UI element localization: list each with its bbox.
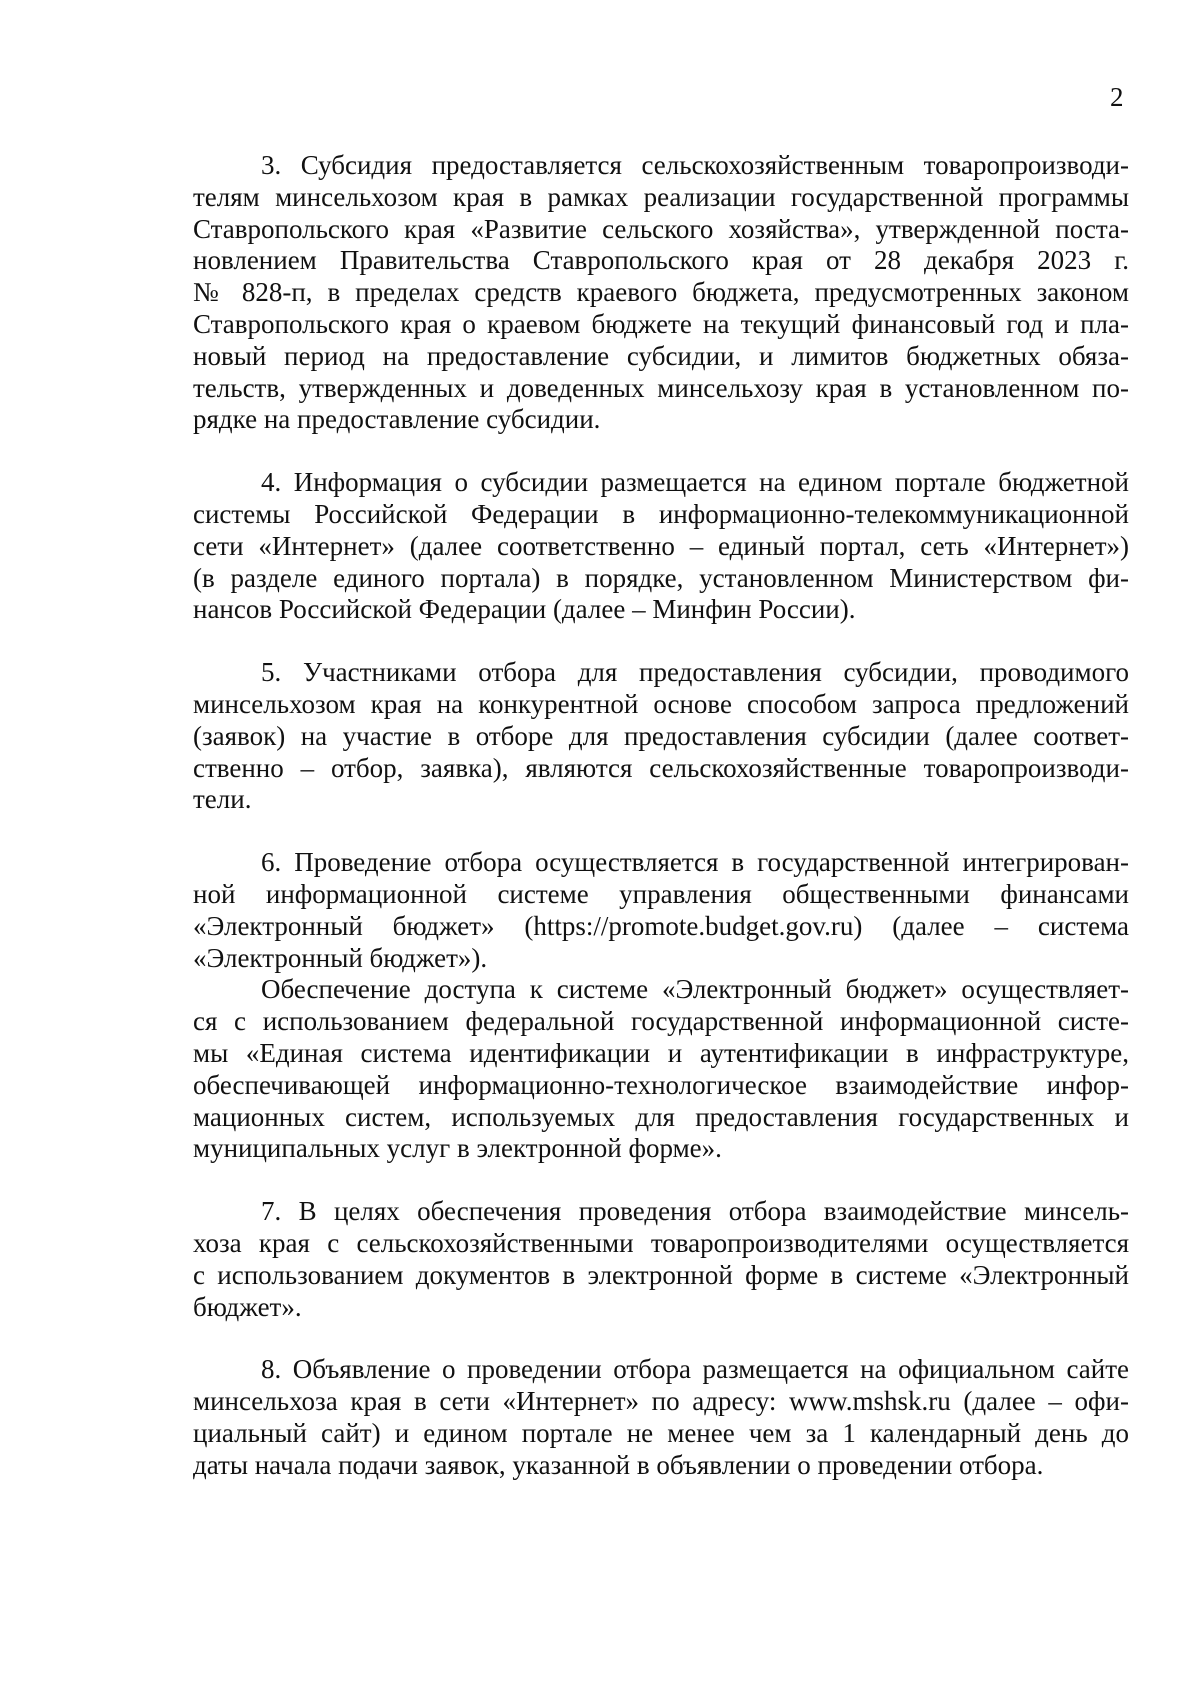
text-line: 7. В целях обеспечения проведения отбора взаимодействие минсель- [261,1196,1129,1227]
text-line: муниципальных услуг в электронной форме». [193,1133,722,1164]
text-line: 4. Информация о субсидии размещается на едином портале бюджетной [261,467,1129,498]
text-line: тельств, утвержденных и доведенных минсельхозу края в установленном по- [193,372,1129,403]
text-line: 6. Проведение отбора осуществляется в государственной интегрирован- [261,847,1129,878]
text-line: системы Российской Федерации в информационно-телекоммуникационной [193,498,1129,529]
text-line: рядке на предоставление субсидии. [193,404,601,435]
paragraph-5 [193,657,1129,816]
text-line: новлением Правительства Ставропольского края от 28 декабря 2023 г. [193,245,1129,276]
text-line: № 828-п, в пределах средств краевого бюджета, предусмотренных законом [193,277,1129,308]
text-line: 3. Субсидия предоставляется сельскохозяйственным товаропроизводи- [261,150,1129,180]
text-line: (заявок) на участие в отборе для предоставления субсидии (далее соответ- [193,720,1129,751]
text-line: хоза края с сельскохозяйственными товаропроизводителями осуществляется [193,1227,1129,1258]
text-line: мационных систем, используемых для предоставления государственных и [193,1101,1129,1132]
text-line: 8. Объявление о проведении отбора размещается на официальном сайте [261,1354,1129,1385]
paragraph-4 [193,467,1129,626]
text-line: тели. [193,784,252,815]
paragraph-6-continued [193,974,1129,1165]
text-line: ной информационной системе управления общественными финансами [193,878,1129,909]
text-line: минсельхоза края в сети «Интернет» по адресу: www.mshsk.ru (далее – офи- [193,1386,1129,1417]
document-body [193,150,1129,1512]
paragraph-6 [193,847,1129,974]
text-line: ственно – отбор, заявка), являются сельскохозяйственные товаропроизводи- [193,752,1129,783]
text-line: даты начала подачи заявок, указанной в объявлении о проведении отбора. [193,1449,1044,1480]
text-line: ся с использованием федеральной государственной информационной систе- [193,1006,1129,1037]
paragraph-3 [193,150,1129,436]
text-line: обеспечивающей информационно-технологическое взаимодействие инфор- [193,1069,1129,1100]
text-line: новый период на предоставление субсидии, и лимитов бюджетных обяза- [193,340,1129,371]
text-line: Ставропольского края «Развитие сельского хозяйства», утвержденной поста- [193,213,1129,244]
text-line: «Электронный бюджет»). [193,942,488,973]
text-line: циальный сайт) и едином портале не менее чем за 1 календарный день до [193,1417,1129,1448]
text-line: Ставропольского края о краевом бюджете на текущий финансовый год и пла- [193,308,1129,339]
text-line: 5. Участниками отбора для предоставления субсидии, проводимого [261,657,1129,688]
text-line: (в разделе единого портала) в порядке, установленном Министерством фи- [193,562,1129,593]
text-line: минсельхозом края на конкурентной основе способом запроса предложений [193,688,1129,719]
text-line: Обеспечение доступа к системе «Электронный бюджет» осуществляет- [261,974,1129,1005]
text-line: мы «Единая система идентификации и аутентификации в инфраструктуре, [193,1037,1129,1068]
page-number: 2 [1110,82,1124,112]
text-line: телям минсельхозом края в рамках реализации государственной программы [193,181,1129,212]
text-line: бюджет». [193,1291,302,1322]
paragraph-7 [193,1196,1129,1323]
text-line: «Электронный бюджет» (https://promote.budget.gov.ru) (далее – система [193,910,1129,941]
text-line: с использованием документов в электронной форме в системе «Электронный [193,1259,1129,1290]
text-line: нансов Российской Федерации (далее – Минфин России). [193,594,856,625]
text-line: сети «Интернет» (далее соответственно – единый портал, сеть «Интернет») [193,530,1129,561]
paragraph-8 [193,1354,1129,1481]
